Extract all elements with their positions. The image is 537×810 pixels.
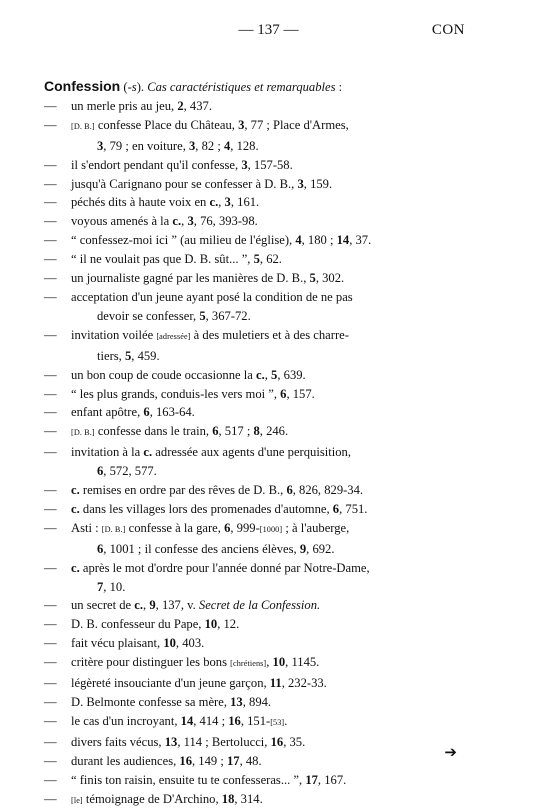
entry-text: ,	[266, 655, 273, 670]
volume-number: 9	[299, 541, 307, 556]
entry-text: durant les audiences,	[71, 753, 180, 768]
volume-number: 10	[204, 617, 218, 632]
sub-entry	[44, 500, 464, 519]
entry-dash: —	[44, 327, 57, 342]
sub-entry	[44, 519, 464, 559]
entry-line	[71, 250, 464, 269]
volume-number: 6	[332, 501, 340, 516]
entry-text: remises en ordre par des rêves de D. B.,	[79, 483, 287, 498]
entry-line	[71, 156, 464, 175]
volume-number: 6	[97, 464, 104, 479]
editorial-insertion: [53]	[270, 717, 285, 727]
entry-text: témoignage de D'Archino,	[82, 791, 222, 806]
entry-text: , 826, 829-34.	[292, 483, 364, 498]
volume-number: 6	[286, 483, 293, 498]
entry-text: critère pour distinguer les bons	[71, 655, 231, 670]
sub-entry	[44, 443, 464, 481]
volume-number: c.	[172, 214, 182, 229]
editorial-insertion: [D. B.]	[71, 428, 95, 438]
volume-number: 5	[199, 308, 206, 323]
entry-text: devoir se confesser,	[97, 308, 200, 323]
entry-text: , 246.	[259, 424, 289, 439]
volume-number: 8	[253, 424, 260, 439]
entry-text: , 161.	[230, 195, 260, 210]
entry-line	[71, 752, 464, 771]
sub-entry	[44, 231, 464, 250]
entry-text: ,	[181, 214, 188, 229]
entry-line	[71, 733, 464, 752]
sub-entry	[44, 269, 464, 288]
volume-number: c.	[134, 598, 144, 613]
volume-number: 18	[221, 791, 235, 806]
sub-entry	[44, 790, 464, 810]
sub-entry	[44, 288, 464, 326]
volume-number: 14	[180, 713, 194, 728]
sub-entry	[44, 653, 464, 674]
editorial-insertion: [D. B.]	[71, 121, 95, 131]
sub-entry	[44, 175, 464, 194]
volume-number: 13	[230, 695, 243, 709]
entry-text: ,	[143, 598, 150, 613]
entry-dash: —	[44, 560, 57, 575]
entry-text: ,	[264, 367, 272, 382]
entry-dash: —	[44, 676, 57, 691]
entry-line	[71, 771, 464, 790]
entry-text: , 180 ;	[301, 233, 337, 248]
volume-number: 3	[224, 195, 231, 210]
volume-number: 2	[177, 98, 184, 113]
entry-text: , 302.	[315, 271, 345, 286]
entry-text: péchés dits à haute voix en	[71, 195, 210, 210]
sub-entry-list	[44, 97, 464, 810]
entry-line	[71, 674, 464, 693]
entry-dash: —	[44, 734, 57, 749]
sub-entry	[44, 559, 464, 597]
entry-dash: —	[44, 289, 57, 304]
entry-dash: —	[44, 98, 57, 113]
entry-text: , 517 ;	[218, 424, 254, 439]
headword: Confession	[44, 78, 121, 94]
entry-line	[71, 615, 464, 634]
entry-dash: —	[44, 655, 57, 670]
sub-entry	[44, 156, 464, 175]
entry-dash: —	[44, 617, 57, 632]
sub-entry	[44, 366, 464, 385]
volume-number: 14	[336, 233, 350, 248]
entry-text: à des muletiers et à des charre-	[190, 327, 349, 342]
entry-continuation-line	[71, 347, 464, 366]
entry-line	[71, 634, 464, 653]
entry-text: “ les plus grands, conduis-les vers moi ”,	[71, 386, 281, 401]
entry-line	[71, 422, 464, 443]
entry-text: après le mot d'ordre pour l'année donné par Notre-Dame,	[79, 560, 370, 575]
volume-number: 3	[187, 214, 194, 229]
entry-dash: —	[44, 636, 57, 651]
entry-text: , 232-33.	[281, 676, 327, 691]
entry-dash: —	[44, 501, 57, 516]
entry-text: , 137, v.	[155, 598, 199, 613]
entry-text: , 151-	[240, 713, 271, 728]
entry-dash: —	[44, 713, 57, 728]
entry-text: confesse Place du Château,	[94, 117, 239, 132]
entry-line	[71, 175, 464, 194]
volume-number: 10	[163, 636, 176, 651]
entry-line	[71, 97, 464, 116]
entry-text: , 48.	[239, 753, 262, 768]
editorial-insertion: [chrétiens]	[230, 659, 267, 669]
volume-number: c.	[71, 501, 80, 516]
entry-text: , 157.	[286, 386, 315, 401]
entry-text: , 157-58.	[247, 157, 293, 172]
entry-text: dans les villages lors des promenades d'automne,	[79, 501, 333, 516]
entry-text: divers faits vécus,	[71, 734, 165, 749]
entry-text: , 77 ; Place d'Armes,	[244, 117, 349, 132]
entry-dash: —	[44, 405, 57, 420]
headword-suffix: -s	[127, 80, 137, 94]
entry-text: invitation voilée	[71, 327, 157, 342]
entry-dash: —	[44, 445, 57, 460]
volume-number: 3	[97, 138, 104, 153]
editorial-insertion: [le]	[71, 795, 83, 805]
sub-entry	[44, 481, 464, 500]
sub-entry	[44, 403, 464, 422]
volume-number: 4	[295, 233, 302, 248]
entry-line	[71, 693, 464, 712]
entry-text: , 999-	[230, 520, 260, 535]
volume-number: c.	[71, 483, 80, 498]
entry-continuation-line	[71, 578, 464, 597]
entry-text: D. Belmonte confesse sa mère,	[71, 695, 231, 709]
volume-number: 17	[305, 772, 318, 787]
entry-line	[71, 519, 464, 540]
volume-number: 13	[164, 734, 178, 749]
entry-line	[71, 596, 464, 615]
entry-text: ; à l'auberge,	[282, 520, 350, 535]
entry-text: tiers,	[97, 348, 125, 363]
entry-dash: —	[44, 791, 57, 806]
entry-line	[71, 500, 464, 519]
sub-entry	[44, 326, 464, 366]
entry-text: voyous amenés à la	[71, 214, 173, 229]
volume-number: 3	[189, 138, 196, 153]
volume-number: 17	[226, 753, 240, 768]
entry-text: , 437.	[183, 98, 212, 113]
entry-dash: —	[44, 214, 57, 229]
entry-dash: —	[44, 252, 57, 267]
entry-text: , 82 ;	[195, 138, 224, 153]
entry-text: , 894.	[242, 695, 272, 709]
sub-entry	[44, 116, 464, 156]
volume-number: c.	[143, 445, 153, 460]
entry-line	[71, 559, 464, 578]
entry-text: le cas d'un incroyant,	[71, 713, 181, 728]
entry-text: , 79 ; en voiture,	[103, 138, 189, 153]
entry-text: il s'endort pendant qu'il confesse,	[71, 157, 242, 172]
continue-arrow-icon: ➔	[444, 743, 457, 761]
entry-text: , 10.	[103, 579, 126, 594]
entry-dash: —	[44, 117, 57, 132]
entry-text: , 751.	[339, 501, 368, 516]
volume-number: 7	[97, 579, 104, 594]
volume-number: 16	[228, 713, 241, 728]
volume-number: 4	[223, 138, 231, 153]
entry-continuation-line	[71, 307, 464, 326]
entry-text: “ il ne voulait pas que D. B. sût... ”,	[71, 252, 254, 267]
entry-dash: —	[44, 195, 57, 210]
sub-entry	[44, 422, 464, 443]
page-number: — 137 —	[238, 22, 299, 38]
sub-entry	[44, 634, 464, 653]
volume-number: 5	[271, 367, 278, 382]
entry-line	[71, 231, 464, 250]
entry-text: , 62.	[259, 252, 282, 267]
entry-dash: —	[44, 157, 57, 172]
sub-entry	[44, 615, 464, 634]
entry-text: , 1001 ; il confesse des anciens élèves,	[103, 541, 300, 556]
entry-text: , 37.	[349, 233, 372, 248]
running-head: CON	[431, 22, 465, 38]
entry-text: adressée aux agents d'une perquisition,	[152, 445, 351, 460]
entry-text: , 114 ; Bertolucci,	[177, 734, 271, 749]
entry-text: , 35.	[283, 734, 306, 749]
volume-number: 3	[297, 176, 304, 191]
volume-number: c.	[209, 195, 219, 210]
entry-text: , 159.	[303, 176, 333, 191]
entry-text: .	[284, 713, 288, 728]
sub-entry	[44, 596, 464, 615]
entry-text: , 314.	[234, 791, 263, 806]
volume-number: 3	[241, 157, 248, 172]
editorial-insertion: [1000]	[259, 524, 283, 534]
volume-number: c.	[71, 560, 80, 575]
entry-line	[71, 481, 464, 500]
volume-number: 16	[270, 734, 284, 749]
entry-dash: —	[44, 520, 57, 535]
sub-entry	[44, 733, 464, 752]
entry-dash: —	[44, 772, 57, 787]
entry-text: , 403.	[175, 636, 205, 651]
sub-entry	[44, 771, 464, 790]
entry-text: Asti :	[71, 520, 102, 535]
entry-line	[71, 116, 464, 137]
sub-entry	[44, 97, 464, 116]
entry-dash: —	[44, 233, 57, 248]
entry-line	[71, 385, 464, 404]
sub-entry	[44, 752, 464, 771]
volume-number: 6	[280, 386, 287, 401]
volume-number: 9	[149, 598, 156, 613]
entry-continuation-line	[71, 137, 464, 156]
entry-dash: —	[44, 695, 57, 709]
entry-dash: —	[44, 176, 57, 191]
volume-number: 5	[309, 271, 316, 286]
entry-text: enfant apôtre,	[71, 405, 144, 420]
entry-text: , 163-64.	[149, 405, 195, 420]
entry-text: un journaliste gagné par les manières de D. B.,	[71, 271, 310, 286]
volume-number: 3	[238, 117, 245, 132]
entry-text: ,	[218, 195, 225, 210]
entry-line	[71, 403, 464, 422]
entry-dash: —	[44, 483, 57, 498]
entry-dash: —	[44, 386, 57, 401]
volume-number: c.	[256, 367, 265, 382]
editorial-insertion: [D. B.]	[101, 524, 126, 534]
entry-line	[71, 212, 464, 231]
entry-text: invitation à la	[71, 445, 144, 460]
entry-text: un bon coup de coude occasionne la	[71, 367, 256, 382]
entry-line	[71, 269, 464, 288]
entry-text: , 12.	[217, 617, 240, 632]
headword-label-end: :	[335, 80, 343, 94]
headword-suffix-open: (	[120, 80, 128, 94]
page-header	[0, 22, 537, 46]
entry-text: confesse dans le train,	[94, 424, 213, 439]
entry-text: un secret de	[71, 598, 135, 613]
entry-text: légèreté insouciante d'un jeune garçon,	[71, 676, 270, 691]
entry-line	[71, 288, 464, 307]
volume-number: 6	[212, 424, 219, 439]
entry-text: , 414 ;	[193, 713, 229, 728]
entry-text: , 76, 393-98.	[193, 214, 258, 229]
sub-entry	[44, 250, 464, 269]
entry-text: fait vécu plaisant,	[71, 636, 164, 651]
cross-reference: Secret de la Confession.	[198, 598, 321, 613]
sub-entry	[44, 212, 464, 231]
entry-text: , 572, 577.	[103, 464, 157, 479]
entry-text: , 167.	[317, 772, 347, 787]
entry-text: jusqu'à Carignano pour se confesser à D. B.,	[71, 176, 298, 191]
entry-text: , 639.	[277, 367, 306, 382]
entry-dash: —	[44, 271, 57, 286]
entry-text: , 149 ;	[192, 753, 227, 768]
sub-entry	[44, 693, 464, 712]
entry-text: confesse à la gare,	[125, 520, 225, 535]
entry-line	[71, 443, 464, 462]
entry-line	[71, 193, 464, 212]
entry-text: , 367-72.	[205, 308, 251, 323]
entry-dash: —	[44, 367, 57, 382]
entry-line	[71, 326, 464, 347]
entry-text: , 128.	[230, 138, 259, 153]
volume-number: 16	[179, 753, 192, 768]
sub-entry	[44, 674, 464, 693]
entry-text: , 459.	[131, 348, 160, 363]
volume-number: 11	[269, 676, 282, 691]
entry-text: , 1145.	[285, 655, 320, 670]
entry-line	[71, 790, 464, 810]
headword-line	[44, 77, 464, 97]
entry-text: D. B. confesseur du Pape,	[71, 617, 205, 632]
volume-number: 6	[97, 541, 104, 556]
entry-dash: —	[44, 753, 57, 768]
sub-entry	[44, 712, 464, 733]
entry-text: “ finis ton raisin, ensuite tu te confesseras... ”,	[71, 772, 306, 787]
entry-continuation-line	[71, 462, 464, 481]
headword-suffix-close: ).	[136, 80, 145, 94]
volume-number: 6	[224, 520, 231, 535]
editorial-insertion: [adressée]	[156, 331, 191, 341]
entry-line	[71, 653, 464, 674]
volume-number: 10	[272, 655, 286, 670]
entry-continuation-line	[71, 540, 464, 559]
entry-dash: —	[44, 598, 57, 613]
entry-text: un merle pris au jeu,	[71, 98, 178, 113]
entry-dash: —	[44, 424, 57, 439]
sub-entry	[44, 193, 464, 212]
entry-text: , 692.	[306, 541, 335, 556]
volume-number: 5	[124, 348, 132, 363]
volume-number: 6	[143, 405, 150, 420]
entry-text: “ confessez-moi ici ” (au milieu de l'église),	[71, 233, 296, 248]
entry-text: acceptation d'un jeune ayant posé la condition de ne pas	[71, 289, 353, 304]
index-entries	[44, 77, 464, 810]
entry-line	[71, 366, 464, 385]
entry-line	[71, 712, 464, 733]
volume-number: 5	[253, 252, 260, 267]
headword-label: Cas caractéristiques et remarquables	[147, 80, 336, 94]
sub-entry	[44, 385, 464, 404]
